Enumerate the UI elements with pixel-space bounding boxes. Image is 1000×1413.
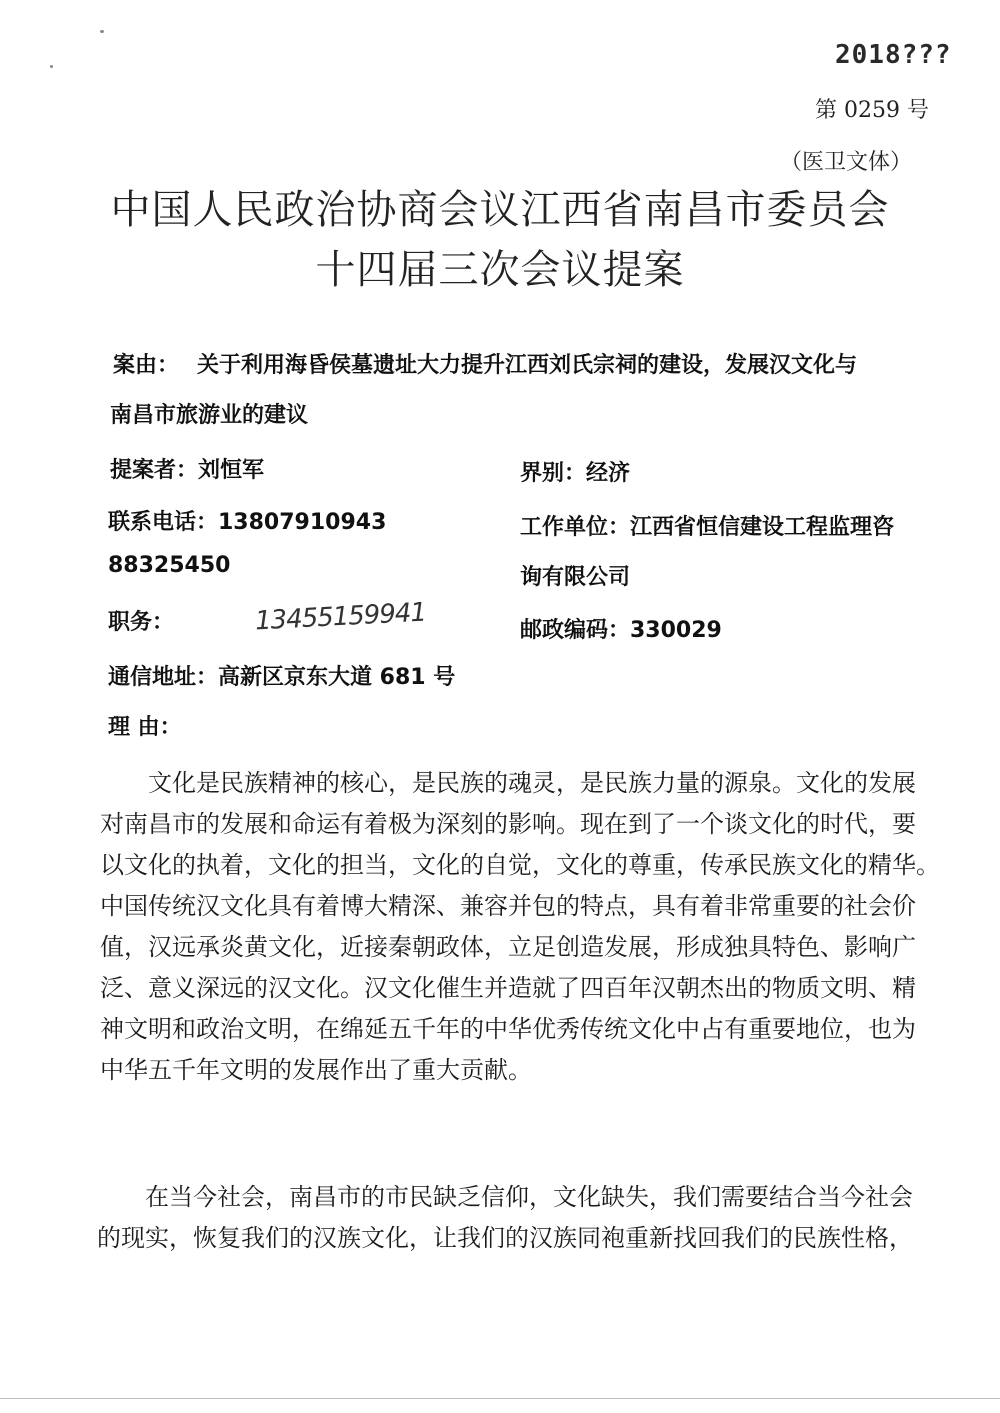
body-paragraph-1 xyxy=(100,763,940,1091)
body-paragraph-2 xyxy=(97,1177,913,1259)
position-label: 职务： xyxy=(108,610,175,635)
paragraph-line: 神文明和政治文明，在绵延五千年的中华优秀传统文化中占有重要地位，也为 xyxy=(100,1015,916,1043)
paragraph-line: 泛、意义深远的汉文化。汉文化催生并造就了四百年汉朝杰出的物质文明、精 xyxy=(100,974,916,1002)
postal-code-field: 邮政编码：330029 xyxy=(520,618,722,643)
address-field: 通信地址：高新区京东大道 681 号 xyxy=(108,665,456,690)
phone2-field: 88325450 xyxy=(108,553,231,578)
phone-field: 联系电话：13807910943 xyxy=(108,510,387,535)
paragraph-line: 值，汉远承炎黄文化，近接秦朝政体，立足创造发展，形成独具特色、影响广 xyxy=(100,933,916,961)
document-title: 中国人民政治协商会议江西省南昌市委员会 xyxy=(110,187,890,233)
work-unit-line2: 询有限公司 xyxy=(520,565,631,590)
category-label: （医卫文体） xyxy=(780,150,913,175)
handwritten-number: 13455159941 xyxy=(254,597,427,637)
scan-edge-line xyxy=(0,1398,1000,1399)
paragraph-line: 中国传统汉文化具有着博大精深、兼容并包的特点，具有着非常重要的社会价 xyxy=(100,892,916,920)
case-text-line1: 关于利用海昏侯墓遗址大力提升江西刘氏宗祠的建设，发展汉文化与 xyxy=(197,353,858,378)
paragraph-line: 的现实，恢复我们的汉族文化，让我们的汉族同袍重新找回我们的民族性格， xyxy=(97,1224,913,1252)
case-text-line2: 南昌市旅游业的建议 xyxy=(110,403,309,428)
paragraph-line: 中华五千年文明的发展作出了重大贡献。 xyxy=(100,1056,532,1084)
serial-number: 第 0259 号 xyxy=(815,98,929,123)
case-label: 案由： xyxy=(113,353,180,378)
sector-field: 界别：经济 xyxy=(520,461,631,486)
paragraph-line: 对南昌市的发展和命运有着极为深刻的影响。现在到了一个谈文化的时代，要 xyxy=(100,810,916,838)
work-unit-line1: 工作单位：江西省恒信建设工程监理咨 xyxy=(520,515,895,540)
paragraph-line: 在当今社会，南昌市的市民缺乏信仰，文化缺失，我们需要结合当今社会 xyxy=(145,1183,913,1211)
stamp-number: 2018??? xyxy=(835,40,952,70)
paragraph-line: 文化是民族精神的核心，是民族的魂灵，是民族力量的源泉。文化的发展 xyxy=(148,769,916,797)
scan-speck xyxy=(100,30,104,33)
reason-label: 理 由： xyxy=(108,715,182,740)
scan-speck xyxy=(50,65,53,68)
document-subtitle: 十四届三次会议提案 xyxy=(315,247,685,293)
proposer-field: 提案者：刘恒军 xyxy=(110,458,265,483)
paragraph-line: 以文化的执着，文化的担当，文化的自觉，文化的尊重，传承民族文化的精华。 xyxy=(100,851,940,879)
